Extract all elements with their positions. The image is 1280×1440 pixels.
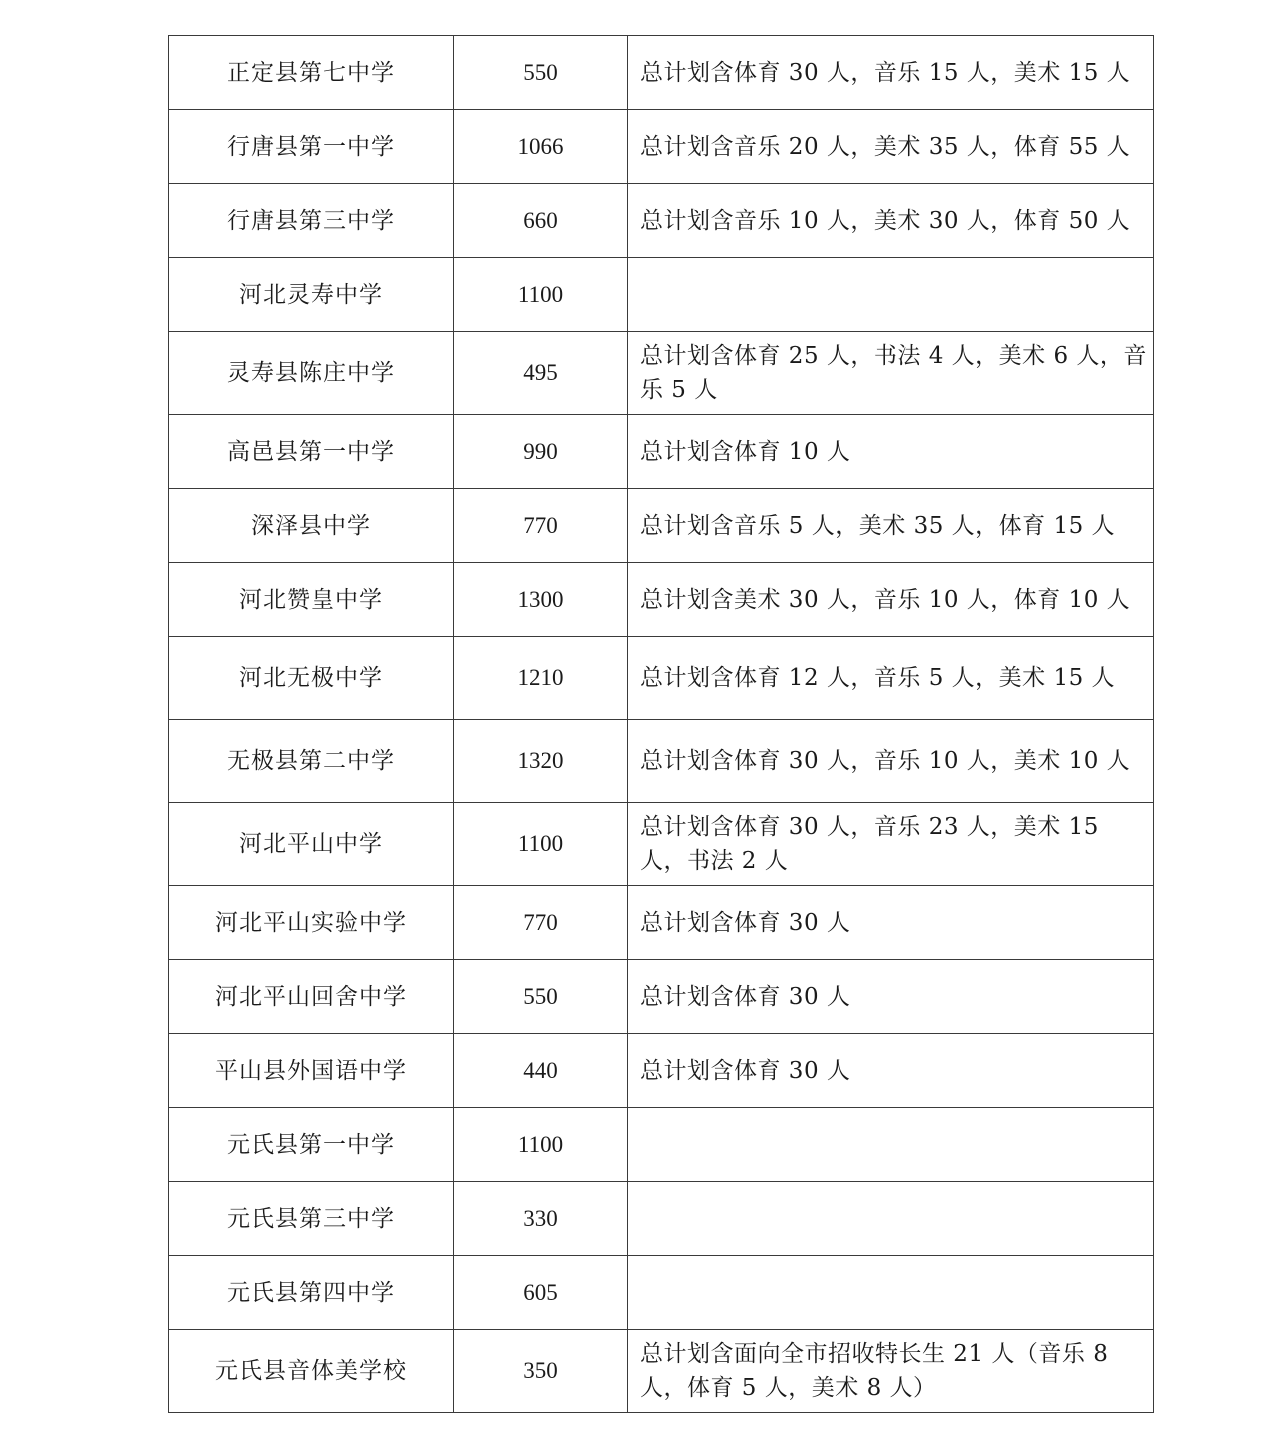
plan-note (628, 1182, 1154, 1256)
table-row (169, 637, 1154, 720)
school-name: 元氏县第三中学 (169, 1182, 454, 1256)
plan-note (628, 1108, 1154, 1182)
plan-note: 总计划含体育 30 人 (628, 960, 1154, 1034)
school-name: 行唐县第一中学 (169, 110, 454, 184)
school-name: 河北平山回舍中学 (169, 960, 454, 1034)
planned-count: 495 (454, 332, 628, 415)
plan-note (628, 1256, 1154, 1330)
planned-count: 1100 (454, 258, 628, 332)
school-name: 行唐县第三中学 (169, 184, 454, 258)
planned-count: 1210 (454, 637, 628, 720)
planned-count: 1100 (454, 1108, 628, 1182)
table-row (169, 803, 1154, 886)
planned-count: 1320 (454, 720, 628, 803)
plan-note: 总计划含体育 30 人，音乐 23 人，美术 15 人，书法 2 人 (628, 803, 1154, 886)
table-row (169, 1182, 1154, 1256)
planned-count: 350 (454, 1330, 628, 1413)
plan-note (628, 258, 1154, 332)
school-name: 河北灵寿中学 (169, 258, 454, 332)
table-row (169, 720, 1154, 803)
table-row (169, 415, 1154, 489)
planned-count: 1066 (454, 110, 628, 184)
planned-count: 770 (454, 489, 628, 563)
table-row (169, 489, 1154, 563)
planned-count: 440 (454, 1034, 628, 1108)
table-row (169, 886, 1154, 960)
planned-count: 330 (454, 1182, 628, 1256)
table-row (169, 960, 1154, 1034)
planned-count: 550 (454, 36, 628, 110)
table-row (169, 258, 1154, 332)
plan-note: 总计划含美术 30 人，音乐 10 人，体育 10 人 (628, 563, 1154, 637)
plan-note: 总计划含面向全市招收特长生 21 人（音乐 8 人，体育 5 人，美术 8 人） (628, 1330, 1154, 1413)
plan-note: 总计划含音乐 20 人，美术 35 人，体育 55 人 (628, 110, 1154, 184)
school-name: 正定县第七中学 (169, 36, 454, 110)
planned-count: 660 (454, 184, 628, 258)
table-row (169, 563, 1154, 637)
table-row (169, 1034, 1154, 1108)
school-name: 河北赞皇中学 (169, 563, 454, 637)
plan-note: 总计划含体育 30 人 (628, 1034, 1154, 1108)
school-name: 高邑县第一中学 (169, 415, 454, 489)
school-name: 无极县第二中学 (169, 720, 454, 803)
planned-count: 990 (454, 415, 628, 489)
table-row (169, 36, 1154, 110)
table-row (169, 1108, 1154, 1182)
school-name: 河北无极中学 (169, 637, 454, 720)
school-name: 河北平山中学 (169, 803, 454, 886)
planned-count: 605 (454, 1256, 628, 1330)
school-name: 灵寿县陈庄中学 (169, 332, 454, 415)
plan-note: 总计划含体育 12 人，音乐 5 人，美术 15 人 (628, 637, 1154, 720)
plan-note: 总计划含音乐 10 人，美术 30 人，体育 50 人 (628, 184, 1154, 258)
school-name: 河北平山实验中学 (169, 886, 454, 960)
planned-count: 770 (454, 886, 628, 960)
school-name: 元氏县第一中学 (169, 1108, 454, 1182)
school-name: 元氏县第四中学 (169, 1256, 454, 1330)
enrollment-plan-table (168, 35, 1154, 1413)
planned-count: 1100 (454, 803, 628, 886)
planned-count: 1300 (454, 563, 628, 637)
table-row (169, 1256, 1154, 1330)
school-name: 深泽县中学 (169, 489, 454, 563)
table-row (169, 110, 1154, 184)
table-row (169, 332, 1154, 415)
plan-note: 总计划含体育 30 人，音乐 15 人，美术 15 人 (628, 36, 1154, 110)
school-name: 平山县外国语中学 (169, 1034, 454, 1108)
school-name: 元氏县音体美学校 (169, 1330, 454, 1413)
plan-note: 总计划含音乐 5 人，美术 35 人，体育 15 人 (628, 489, 1154, 563)
table-row (169, 184, 1154, 258)
plan-note: 总计划含体育 25 人，书法 4 人，美术 6 人，音乐 5 人 (628, 332, 1154, 415)
table-row (169, 1330, 1154, 1413)
planned-count: 550 (454, 960, 628, 1034)
plan-note: 总计划含体育 30 人 (628, 886, 1154, 960)
plan-note: 总计划含体育 30 人，音乐 10 人，美术 10 人 (628, 720, 1154, 803)
plan-note: 总计划含体育 10 人 (628, 415, 1154, 489)
